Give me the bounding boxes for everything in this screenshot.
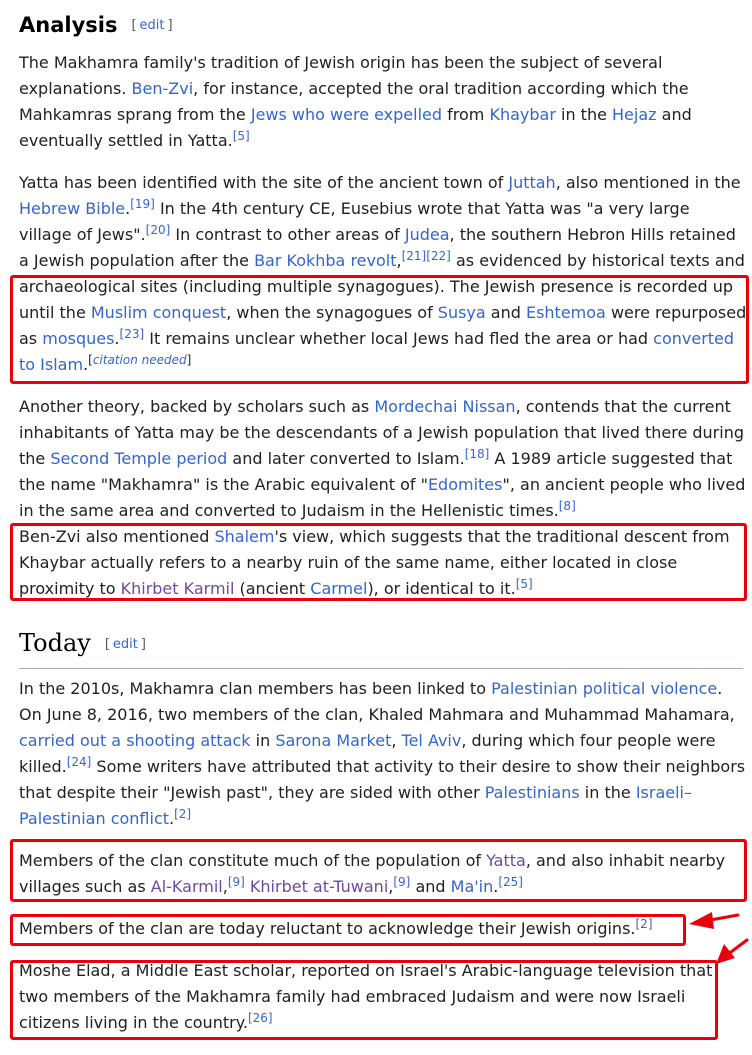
text: , also mentioned in the bbox=[555, 173, 741, 192]
citation-ref[interactable]: [25] bbox=[498, 875, 523, 889]
citation-ref[interactable]: [20] bbox=[145, 223, 171, 237]
link-khaybar[interactable]: Khaybar bbox=[489, 105, 556, 124]
text: ), or identical to it. bbox=[367, 579, 516, 598]
citation-ref[interactable]: [26] bbox=[247, 1011, 273, 1025]
text: and bbox=[410, 877, 451, 896]
text: A 1989 article suggested that the name "Makhamra" is the Arabic equivalent of " bbox=[19, 449, 733, 494]
citation-ref[interactable]: [8] bbox=[558, 499, 576, 513]
link-edomites[interactable]: Edomites bbox=[427, 475, 503, 494]
link-israeli-palestinian-conflict[interactable]: Israeli–Palestinian conflict bbox=[19, 783, 692, 828]
citation-ref[interactable]: [5] bbox=[232, 129, 250, 143]
text: , the southern Hebron Hills retained a Jewish population after the bbox=[19, 225, 736, 270]
text: and bbox=[485, 303, 526, 322]
section-heading-today bbox=[19, 629, 146, 657]
text: , bbox=[396, 251, 402, 270]
link-tel-aviv[interactable]: Tel Aviv bbox=[401, 731, 462, 750]
citation-ref[interactable]: [9] bbox=[227, 875, 245, 889]
text: in the bbox=[579, 783, 636, 802]
text: Ben-Zvi also mentioned bbox=[19, 527, 215, 546]
paragraph-today-1 bbox=[19, 676, 747, 832]
text: Members of the clan constitute much of the population of bbox=[19, 851, 487, 870]
link-khirbet-karmil[interactable]: Khirbet Karmil bbox=[120, 579, 235, 598]
link-eshtemoa[interactable]: Eshtemoa bbox=[525, 303, 606, 322]
link-ben-zvi[interactable]: Ben-Zvi bbox=[131, 79, 194, 98]
citation-needed-link[interactable]: citation needed bbox=[92, 353, 187, 367]
text: and eventually settled in Yatta. bbox=[19, 105, 692, 150]
text: in the bbox=[555, 105, 613, 124]
link-susya[interactable]: Susya bbox=[437, 303, 486, 322]
link-judea[interactable]: Judea bbox=[404, 225, 450, 244]
citation-ref[interactable]: [19] bbox=[130, 197, 155, 211]
link-khirbet-at-tuwani[interactable]: Khirbet at-Tuwani bbox=[249, 877, 389, 896]
link-mordechai-nissan[interactable]: Mordechai Nissan bbox=[374, 397, 516, 416]
paragraph-analysis-3 bbox=[19, 394, 747, 524]
edit-link-analysis[interactable]: edit bbox=[139, 18, 165, 33]
text: , bbox=[388, 877, 394, 896]
link-bar-kokhba-revolt[interactable]: Bar Kokhba revolt bbox=[254, 251, 397, 270]
paragraph-today-3 bbox=[19, 916, 747, 942]
text: from bbox=[442, 105, 490, 124]
text: Some writers have attributed that activity to their desire to show their neighbors that despite their "Jewish past", they are sided with other bbox=[19, 757, 746, 802]
section-heading-analysis bbox=[19, 13, 173, 37]
paragraph-analysis-4 bbox=[19, 524, 747, 602]
text: . bbox=[125, 199, 131, 218]
link-juttah[interactable]: Juttah bbox=[508, 173, 556, 192]
link-palestinians[interactable]: Palestinians bbox=[484, 783, 580, 802]
heading-analysis-text: Analysis bbox=[19, 13, 118, 37]
text: The Makhamra family's tradition of Jewish origin has been the subject of several explanations. bbox=[19, 53, 663, 98]
text: . On June 8, 2016, two members of the clan, Khaled Mahmara and Muhammad Mahamara, bbox=[19, 679, 735, 724]
paragraph-today-4 bbox=[19, 958, 719, 1036]
edit-section-today: [ edit ] bbox=[104, 637, 146, 652]
text: . bbox=[83, 355, 89, 374]
text: , bbox=[391, 731, 402, 750]
text: . bbox=[114, 329, 120, 348]
citation-ref[interactable]: [5] bbox=[515, 577, 533, 591]
link-mosques[interactable]: mosques bbox=[42, 329, 115, 348]
text: , for instance, accepted the oral tradition according which the Mahkamras sprang from the bbox=[19, 79, 689, 124]
link-converted-to-islam[interactable]: converted to Islam bbox=[19, 329, 735, 374]
link-muslim-conquest[interactable]: Muslim conquest bbox=[90, 303, 227, 322]
text: and later converted to Islam. bbox=[227, 449, 465, 468]
link-main[interactable]: Ma'in bbox=[450, 877, 494, 896]
text: In the 4th century CE, Eusebius wrote that Yatta was "a very large village of Jews". bbox=[19, 199, 690, 244]
link-second-temple-period[interactable]: Second Temple period bbox=[50, 449, 228, 468]
link-sarona-market[interactable]: Sarona Market bbox=[275, 731, 392, 750]
text: 's view, which suggests that the traditional descent from Khaybar actually refers to a nearby ruin of the same name, either located in close proximity to bbox=[19, 527, 730, 598]
text: Another theory, backed by scholars such as bbox=[19, 397, 375, 416]
link-al-karmil[interactable]: Al-Karmil bbox=[150, 877, 223, 896]
citation-ref[interactable]: [2] bbox=[174, 807, 192, 821]
text: in bbox=[250, 731, 276, 750]
text: . bbox=[169, 809, 175, 828]
link-shalem[interactable]: Shalem bbox=[214, 527, 275, 546]
edit-link-today[interactable]: edit bbox=[112, 637, 138, 652]
link-hejaz[interactable]: Hejaz bbox=[612, 105, 657, 124]
text: . bbox=[493, 877, 499, 896]
text: as evidenced by historical texts and archaeological sites (including multiple synagogues). The Jewish presence is recorded up until the bbox=[19, 251, 745, 322]
arrow-icon bbox=[716, 940, 747, 964]
citation-ref[interactable]: [2] bbox=[635, 917, 653, 931]
link-hebrew-bible[interactable]: Hebrew Bible bbox=[19, 199, 126, 218]
link-carmel[interactable]: Carmel bbox=[310, 579, 368, 598]
heading-divider bbox=[19, 668, 743, 669]
text: In the 2010s, Makhamra clan members has been linked to bbox=[19, 679, 492, 698]
citation-ref[interactable]: [23] bbox=[119, 327, 145, 341]
text: ", an ancient people who lived in the same area and converted to Judaism in the Hellenistic times. bbox=[19, 475, 746, 520]
edit-section-analysis: [ edit ] bbox=[131, 18, 173, 33]
citation-needed bbox=[88, 353, 191, 367]
text: , bbox=[222, 877, 228, 896]
link-jews-expelled[interactable]: Jews who were expelled bbox=[250, 105, 443, 124]
text: Yatta has been identified with the site of the ancient town of bbox=[19, 173, 509, 192]
text: , when the synagogues of bbox=[226, 303, 438, 322]
citation-ref[interactable]: [22] bbox=[426, 249, 451, 263]
link-palestinian-political-violence[interactable]: Palestinian political violence bbox=[491, 679, 718, 698]
paragraph-today-2 bbox=[19, 848, 747, 900]
bracket: ] bbox=[186, 353, 192, 367]
text: , during which four people were killed. bbox=[19, 731, 716, 776]
text: , and also inhabit nearby villages such as bbox=[19, 851, 726, 896]
paragraph-analysis-1 bbox=[19, 50, 747, 154]
citation-ref[interactable]: [24] bbox=[66, 755, 92, 769]
text: were repurposed as bbox=[19, 303, 747, 348]
citation-ref[interactable]: [9] bbox=[393, 875, 411, 889]
bracket: [ bbox=[88, 353, 93, 367]
text: Members of the clan are today reluctant to acknowledge their Jewish origins. bbox=[19, 919, 636, 938]
heading-today-text: Today bbox=[19, 629, 91, 657]
link-yatta[interactable]: Yatta bbox=[486, 851, 526, 870]
link-shooting-attack[interactable]: carried out a shooting attack bbox=[19, 731, 251, 750]
text: (ancient bbox=[234, 579, 311, 598]
text: In contrast to other areas of bbox=[170, 225, 405, 244]
paragraph-analysis-2 bbox=[19, 170, 747, 378]
text: , contends that the current inhabitants of Yatta may be the descendants of a Jewish population that lived there during the bbox=[19, 397, 744, 468]
text: Moshe Elad, a Middle East scholar, reported on Israel's Arabic-language television that two members of the Makhamra family had embraced Judaism and were now Israeli citizens living in the country. bbox=[19, 961, 713, 1032]
citation-ref[interactable]: [21] bbox=[401, 249, 427, 263]
citation-ref[interactable]: [18] bbox=[464, 447, 490, 461]
text: It remains unclear whether local Jews had fled the area or had bbox=[144, 329, 654, 348]
